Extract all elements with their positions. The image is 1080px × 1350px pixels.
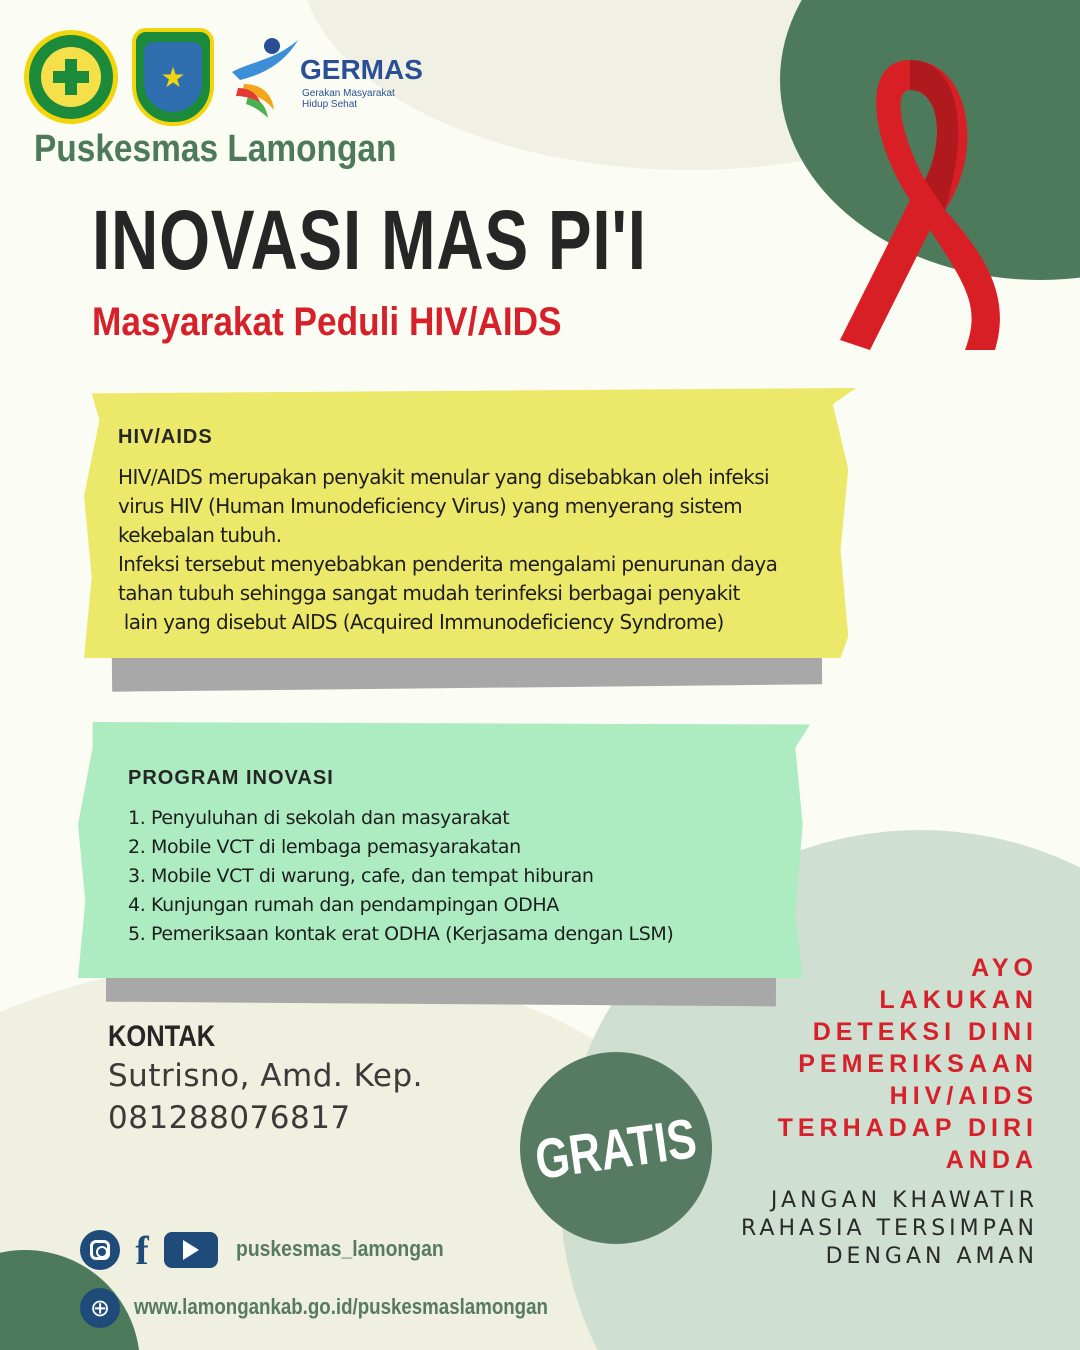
- social-handle[interactable]: puskesmas_lamongan: [236, 1236, 444, 1261]
- organization-name: Puskesmas Lamongan: [34, 128, 397, 170]
- instagram-icon[interactable]: [80, 1230, 120, 1270]
- cta-line: TERHADAP DIRI: [777, 1114, 1038, 1142]
- info-card-body: [118, 463, 777, 637]
- germas-logo: [230, 32, 423, 122]
- program-card-heading: PROGRAM INOVASI: [128, 767, 334, 789]
- list-item: 2. Mobile VCT di lembaga pemasyarakatan: [128, 836, 521, 858]
- program-list: [128, 804, 673, 949]
- cta-line: LAKUKAN: [879, 986, 1038, 1014]
- list-item: 5. Pemeriksaan kontak erat ODHA (Kerjasama dengan LSM): [128, 923, 674, 945]
- star-icon: ★: [160, 61, 186, 93]
- gratis-badge: [520, 1052, 712, 1244]
- info-line: lain yang disebut AIDS (Acquired Immunodeficiency Syndrome): [118, 610, 724, 634]
- info-card-heading: HIV/AIDS: [118, 426, 213, 448]
- cta-line: HIV/AIDS: [889, 1082, 1038, 1110]
- contact-phone: 081288076817: [108, 1100, 351, 1136]
- list-item: 1. Penyuluhan di sekolah dan masyarakat: [128, 807, 510, 829]
- globe-icon: ⊕: [80, 1288, 120, 1328]
- cta-line: DETEKSI DINI: [812, 1018, 1038, 1046]
- red-ribbon-icon: [800, 50, 1020, 360]
- website-link[interactable]: www.lamongankab.go.id/puskesmaslamongan: [134, 1294, 548, 1319]
- page-subtitle: Masyarakat Peduli HIV/AIDS: [92, 300, 562, 344]
- cta-line: PEMERIKSAAN: [798, 1050, 1038, 1078]
- facebook-icon[interactable]: f: [135, 1227, 149, 1273]
- germas-figure-icon: [230, 32, 300, 122]
- medical-cross-icon: [53, 59, 89, 95]
- list-item: 4. Kunjungan rumah dan pendampingan ODHA: [128, 894, 559, 916]
- contact-name: Sutrisno, Amd. Kep.: [108, 1058, 423, 1094]
- youtube-icon[interactable]: [164, 1232, 218, 1268]
- gratis-text: GRATIS: [531, 1105, 701, 1191]
- germas-tagline: Gerakan Masyarakat Hidup Sehat: [302, 88, 395, 110]
- cta-line: ANDA: [945, 1146, 1038, 1174]
- reassurance-line: JANGAN KHAWATIR: [770, 1188, 1038, 1213]
- info-line: HIV/AIDS merupakan penyakit menular yang disebabkan oleh infeksi: [118, 465, 770, 489]
- germas-wordmark: GERMAS: [300, 54, 423, 85]
- page-title: INOVASI MAS PI'I: [92, 193, 647, 287]
- cta-line: AYO: [971, 954, 1038, 982]
- social-icons: [80, 1227, 218, 1273]
- info-line: Infeksi tersebut menyebabkan penderita mengalami penurunan daya: [118, 552, 778, 576]
- call-to-action: [778, 952, 1038, 1176]
- list-item: 3. Mobile VCT di warung, cafe, dan tempat hiburan: [128, 865, 594, 887]
- lamongan-regency-logo: [132, 28, 214, 126]
- info-line: tahan tubuh sehingga sangat mudah terinfeksi berbagai penyakit: [118, 581, 740, 605]
- puskesmas-logo: [24, 30, 118, 124]
- info-line: kekebalan tubuh.: [118, 523, 282, 547]
- reassurance-line: DENGAN AMAN: [825, 1244, 1038, 1269]
- contact-label: KONTAK: [108, 1020, 216, 1053]
- reassurance-text: [741, 1187, 1038, 1271]
- reassurance-line: RAHASIA TERSIMPAN: [741, 1216, 1038, 1241]
- info-line: virus HIV (Human Imunodeficiency Virus) yang menyerang sistem: [118, 494, 742, 518]
